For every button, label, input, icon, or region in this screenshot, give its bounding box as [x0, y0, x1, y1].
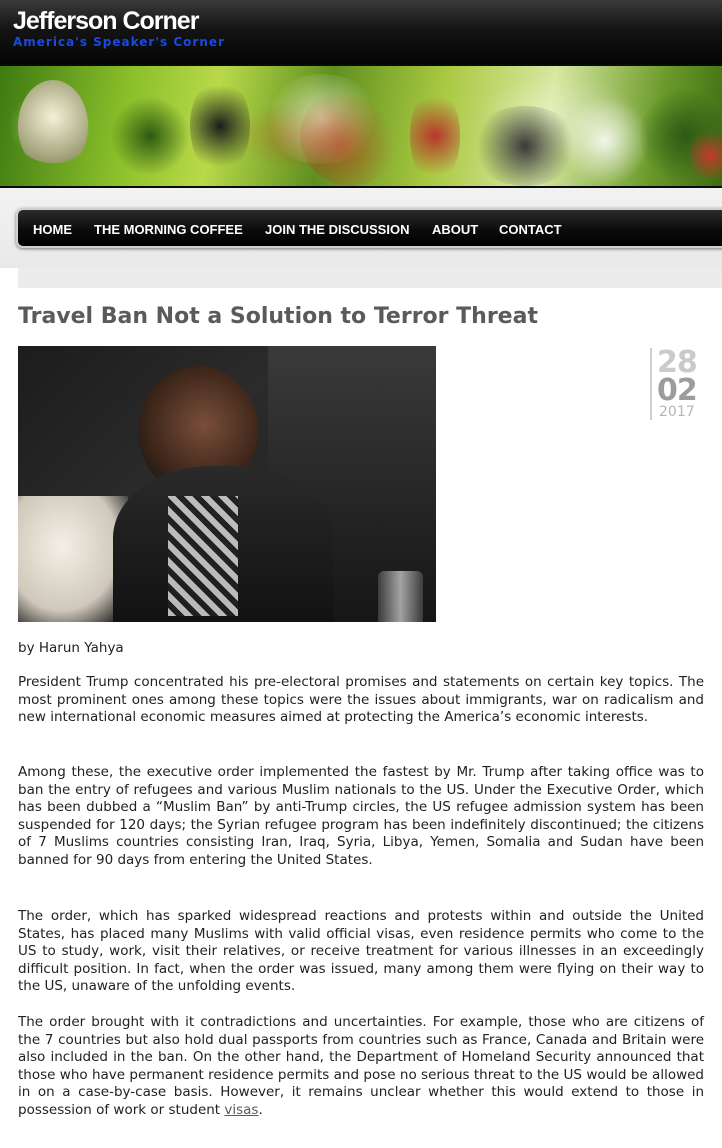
visas-link[interactable]: visas	[224, 1101, 259, 1118]
nav-item-contact[interactable]: CONTACT	[499, 222, 562, 237]
article-paragraph: Among these, the executive order implemented the fastest by Mr. Trump after taking office was to ban the entry of refugees and various Muslim nationals to the US. Under the Executive Order, which has been dubbed a “Muslim Ban” by anti-Trump circles, the US refugee admission system has been suspended for 120 days; the Syrian refugee program has been indefinitely discontinued; the citizens of 7 Muslims countries consisting Iran, Iraq, Syria, Libya, Yemen, Somalia and Sudan have been banned for 90 days from entering the United States.	[18, 764, 704, 868]
article-paragraph-end: .	[258, 1101, 263, 1118]
post-date-year: 2017	[659, 404, 695, 420]
content-divider	[18, 268, 722, 288]
site-tagline: America's Speaker's Corner	[13, 35, 225, 49]
article-paragraph: President Trump concentrated his pre-electoral promises and statements on certain key topics. The most prominent ones among these topics were the issues about immigrants, war on radicalism and new international economic measures aimed at protecting the America’s economic interests.	[18, 674, 704, 726]
post-date	[650, 345, 710, 420]
nav-item-morning-coffee[interactable]: THE MORNING COFFEE	[94, 222, 243, 237]
site-title[interactable]: Jefferson Corner	[13, 7, 199, 35]
article-paragraph: The order, which has sparked widespread reactions and protests within and outside the United States, has placed many Muslims with valid official visas, even residence permits who come to the US to study, work, visit their relatives, or receive treatment for various illnesses in an exceedingly difficult position. In fact, when the order was issued, many among them were flying on their way to the US, unaware of the unfolding events.	[18, 908, 704, 995]
nav-item-home[interactable]: HOME	[33, 222, 72, 237]
nav-item-about[interactable]: ABOUT	[432, 222, 479, 237]
post-date-month: 02	[657, 373, 697, 408]
article-paragraph	[18, 1014, 704, 1120]
header-banner-image	[0, 64, 722, 188]
article-paragraph-text: The order brought with it contradictions and uncertainties. For example, those who are citizens of the 7 countries but also hold dual passports from countries such as France, Canada and Britain were also included in the ban. On the other hand, the Department of Homeland Security announced that those who have permanent residence permits and pose no serious threat to the US would be allowed in on a case-by-case basis. However, it remains unclear whether this would extend to those in possession of work or student	[18, 1014, 704, 1118]
article-title[interactable]: Travel Ban Not a Solution to Terror Threat	[18, 304, 538, 329]
article-photo	[18, 346, 436, 622]
article-byline: by Harun Yahya	[18, 640, 124, 656]
site-header	[0, 0, 722, 64]
nav-item-join-discussion[interactable]: JOIN THE DISCUSSION	[265, 222, 410, 237]
main-navigation	[16, 208, 722, 248]
post-date-day: 28	[657, 345, 697, 380]
